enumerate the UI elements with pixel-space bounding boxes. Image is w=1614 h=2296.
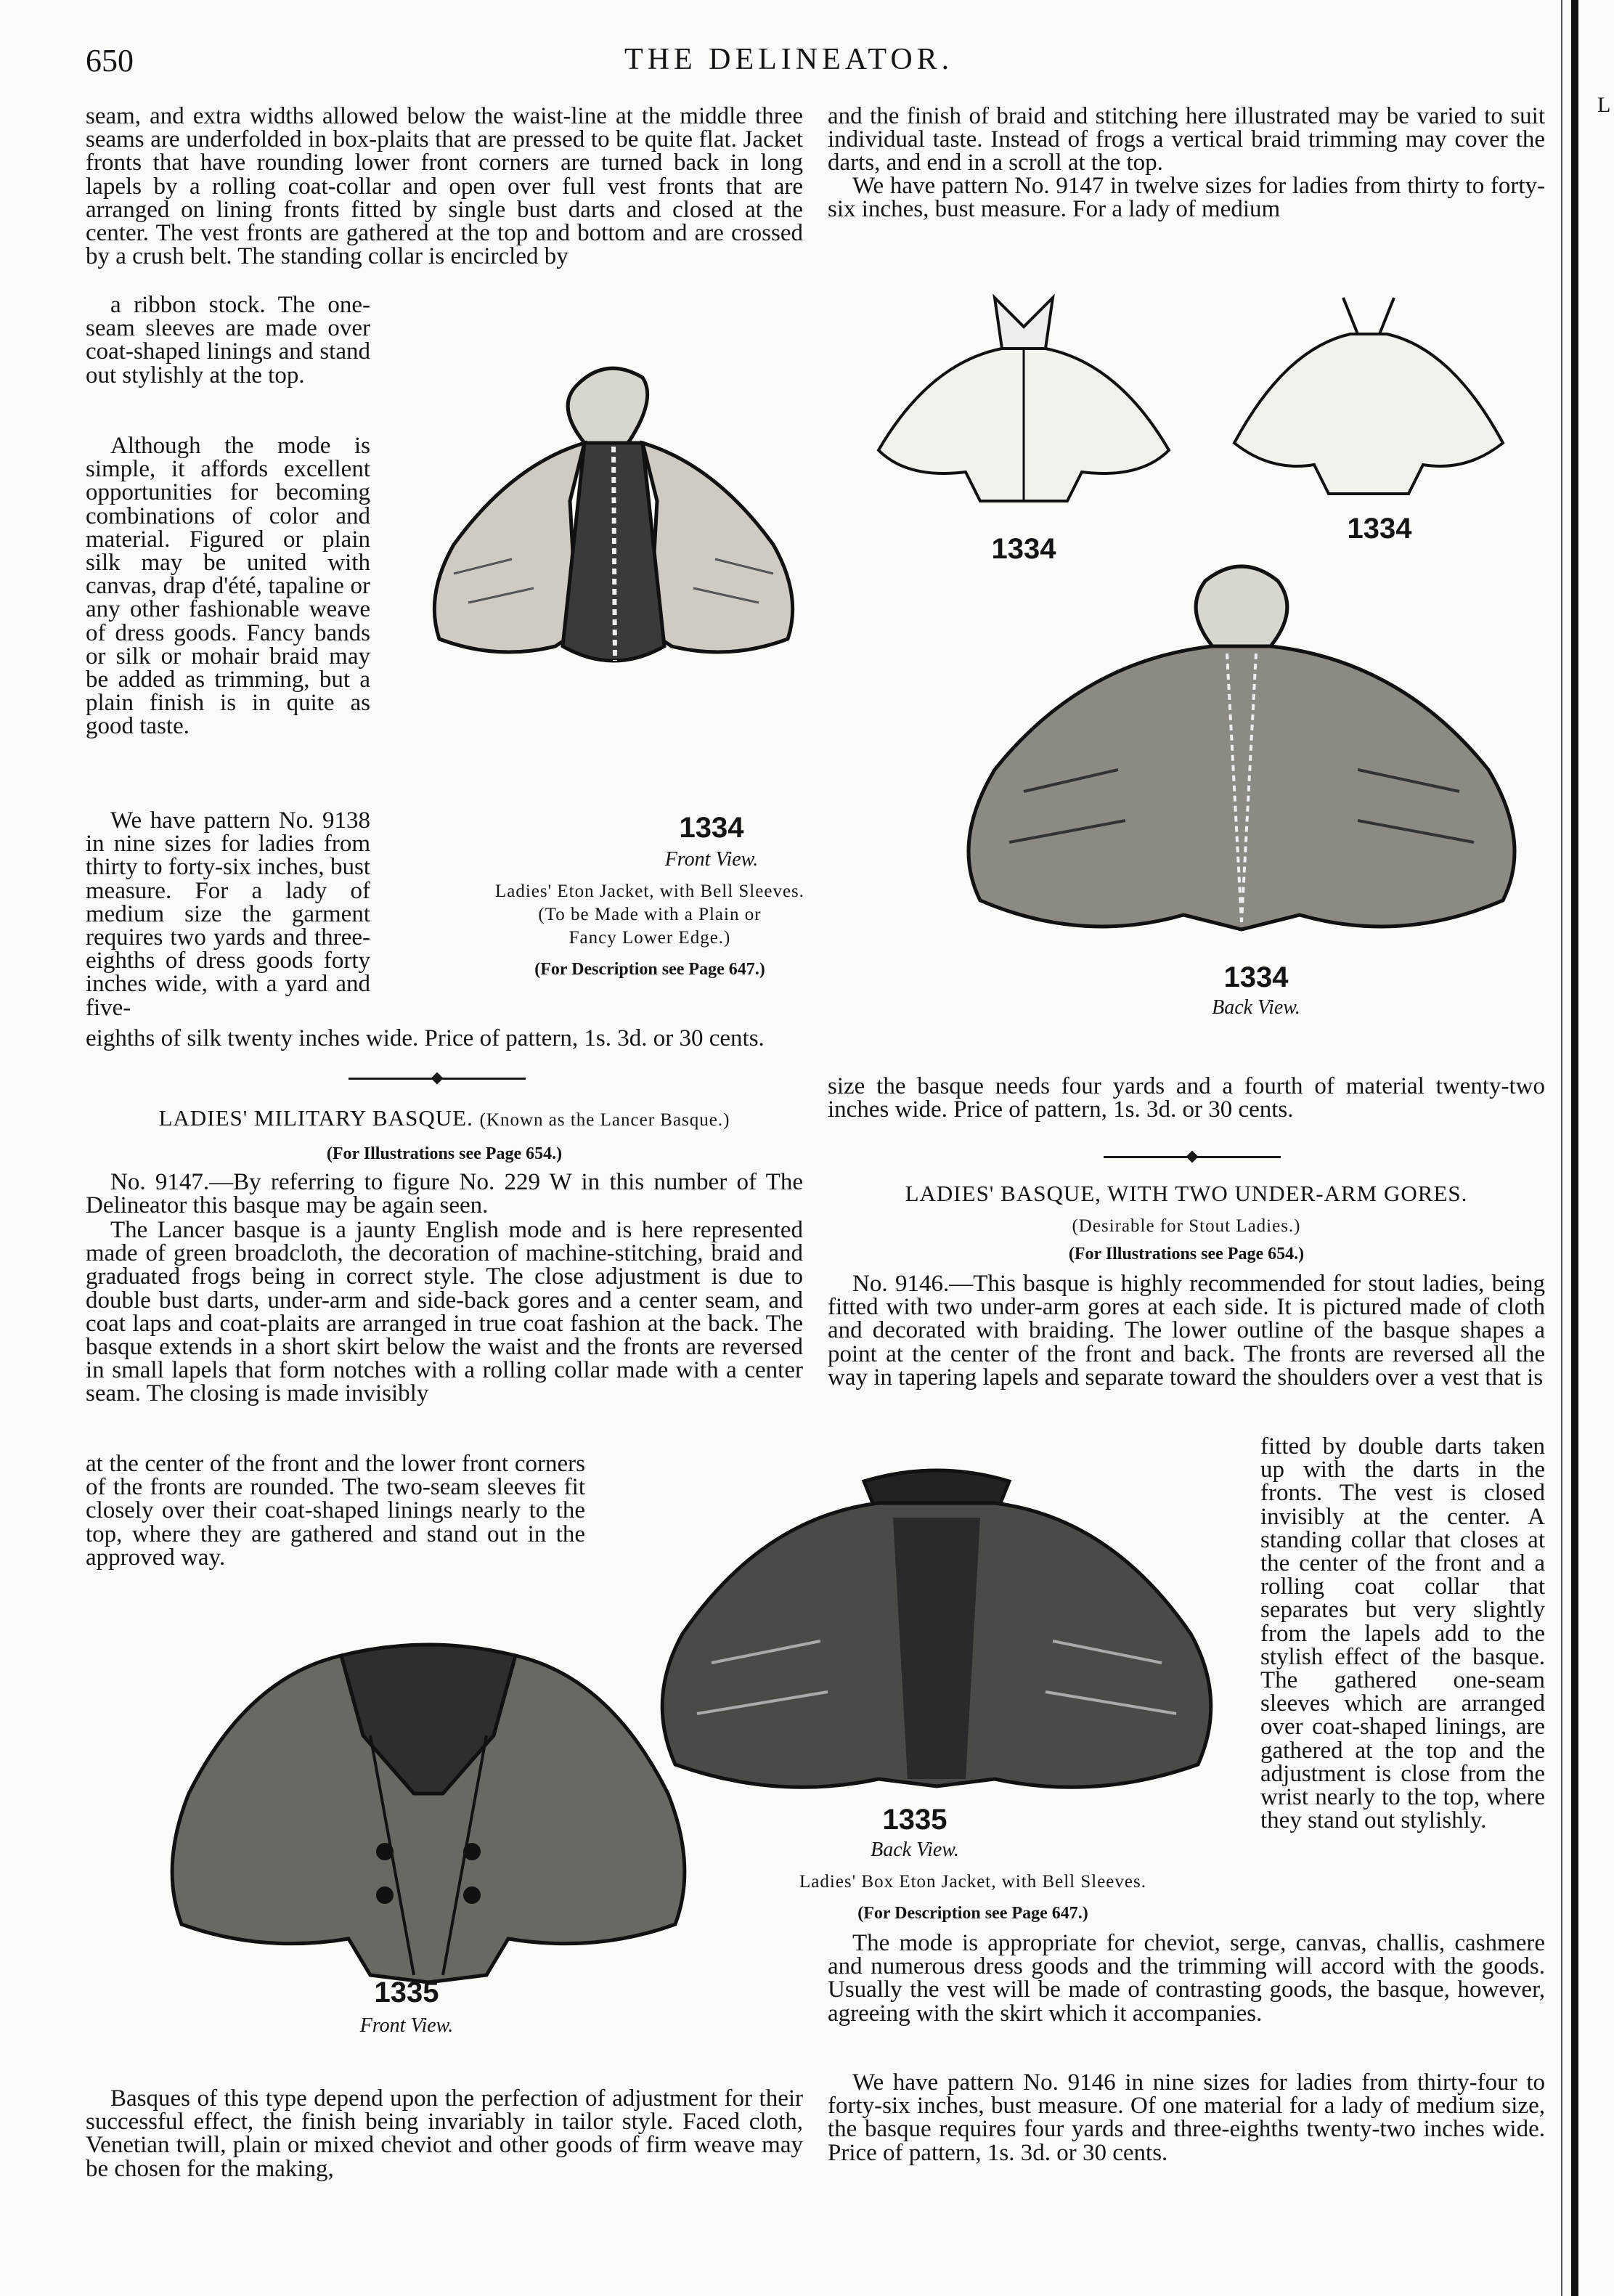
left-narrow-para-3: We have pattern No. 9138 in nine sizes for ladies from thirty to forty-six inches, bust measure. For a lady of medium size the garment requires two yards and three-eighths of dress goods forty inches wide, with a yard and five- bbox=[86, 807, 370, 1021]
figure-1334-reference: (For Description see Page 647.) bbox=[534, 960, 765, 979]
military-basque-heading bbox=[86, 1105, 803, 1131]
jacket-1335-back-illustration bbox=[632, 1460, 1242, 1823]
basque-under-arm-title: LADIES' BASQUE, WITH TWO UNDER-ARM GORES. bbox=[905, 1181, 1468, 1206]
figure-1335-front-view-label: Front View. bbox=[359, 2014, 454, 2037]
page-title: THE DELINEATOR. bbox=[624, 43, 954, 76]
figure-1335-caption: Ladies' Box Eton Jacket, with Bell Sleeves. bbox=[799, 1872, 1146, 1892]
military-basque-para-2-cont: at the center of the front and the lower front corners of the fronts are rounded. The two-seam sleeves fit closely over their coat-shaped linings nearly to the top, where they are gathered and stand out in the approved way. bbox=[86, 1451, 585, 1571]
figure-1334-caption-line-3: Fancy Lower Edge.) bbox=[568, 928, 731, 948]
page-number: 650 bbox=[86, 43, 134, 78]
figure-1334-front-number: 1334 bbox=[679, 812, 744, 844]
basque-under-arm-reference: (For Illustrations see Page 654.) bbox=[1068, 1245, 1305, 1263]
basque-under-arm-para-2: The mode is appropriate for cheviot, serge, canvas, challis, cashmere and numerous dress goods and the trimming will accord with the goods. Usually the vest will be made of contrasting goods, the basque, however, agreeing with the skirt which it accompanies. bbox=[828, 1930, 1545, 2027]
section-rule-right-ornament bbox=[1186, 1151, 1199, 1163]
military-basque-subtitle: (Known as the Lancer Basque.) bbox=[479, 1110, 730, 1130]
jacket-1335-front-illustration bbox=[152, 1634, 704, 1997]
military-basque-para-1: No. 9147.—By referring to figure No. 229 W in this number of The Delineator this basque may be again seen. bbox=[86, 1169, 803, 1219]
left-after-figure-para: eighths of silk twenty inches wide. Price of pattern, 1s. 3d. or 30 cents. bbox=[86, 1025, 765, 1051]
basque-under-arm-para-3: We have pattern No. 9146 in nine sizes for ladies from thirty-four to forty-six inches, bust measure. Of one material for a lady of medium size, the basque requires four yards and three-eighths twenty-two inches wide. Price of pattern, 1s. 3d. or 30 cents. bbox=[828, 2069, 1545, 2166]
basque-under-arm-subtitle-text: (Desirable for Stout Ladies.) bbox=[1072, 1216, 1301, 1236]
figure-1335-front-number: 1335 bbox=[374, 1977, 439, 2008]
figure-1334-back-view-label: Back View. bbox=[1212, 996, 1300, 1019]
figure-1335-back-view-label: Back View. bbox=[871, 1839, 959, 1861]
military-basque-para-2: The Lancer basque is a jaunty English mode and is here represented made of green broadcloth, the decoration of machine-stitching, braid and graduated frogs being in correct style. The close adjustment is due to double bust darts, under-arm and side-back gores and a center seam, and coat laps and coat-plaits are arranged in true coat fashion at the back. The basque extends in a short skirt below the waist and the fronts are reversed in small lapels that form notches with a rolling collar made with a center seam. The closing is made invisibly bbox=[86, 1217, 803, 1407]
figure-1334-front-view-label: Front View. bbox=[664, 848, 759, 871]
section-rule-left-ornament bbox=[431, 1072, 444, 1085]
figure-1334-caption-line-1: Ladies' Eton Jacket, with Bell Sleeves. bbox=[494, 882, 805, 901]
left-bottom-paragraph: Basques of this type depend upon the perfection of adjustment for their successful effect, the finish being invariably in tailor style. Faced cloth, Venetian twill, plain or mixed cheviot and other goods of firm weave may be chosen for the making, bbox=[86, 2085, 803, 2182]
figure-1335-back-number: 1335 bbox=[882, 1804, 947, 1836]
left-narrow-para-2: Although the mode is simple, it affords excellent opportunities for becoming combinations of color and material. Figured or plain silk may be united with canvas, drap d'été, tapaline or any other fashionable weave of dress goods. Fancy bands or silk or mohair braid may be added as trimming, but a plain finish is in quite as good taste. bbox=[86, 433, 370, 740]
basque-under-arm-narrow-para: fitted by double darts taken up with the darts in the fronts. The vest is closed invisibly at the center. A standing collar that closes at the center of the front and a rolling coat collar that separates but very slightly from the lapels add to the stylish effect of the basque. The gathered one-seam sleeves which are arranged over coat-shaped linings, are gathered at the top and the adjustment is close from the wrist nearly to the top, where they stand out stylishly. bbox=[1260, 1433, 1545, 1834]
right-after-figure-para: size the basque needs four yards and a fourth of material twenty-two inches wide. Price of pattern, 1s. 3d. or 30 cents. bbox=[828, 1073, 1545, 1123]
right-top-paragraph: and the finish of braid and stitching here illustrated may be varied to suit individual taste. Instead of frogs a vertical braid trimming may cover the darts, and end in a scroll at the top. bbox=[828, 103, 1545, 176]
figure-1334-back-number: 1334 bbox=[1223, 961, 1289, 993]
jacket-1334-small-back-illustration bbox=[1220, 283, 1510, 523]
figure-1334-small-a-number: 1334 bbox=[991, 533, 1056, 565]
right-top-paragraph-2: We have pattern No. 9147 in twelve sizes for ladies from thirty to forty-six inches, bust measure. For a lady of medium bbox=[828, 173, 1545, 223]
jacket-1334-front-illustration bbox=[410, 356, 817, 821]
basque-under-arm-subtitle bbox=[828, 1211, 1545, 1237]
margin-letter: L bbox=[1597, 93, 1611, 117]
jacket-1334-small-front-illustration bbox=[864, 283, 1183, 530]
jacket-1334-back-illustration bbox=[937, 552, 1546, 958]
military-basque-title: LADIES' MILITARY BASQUE. bbox=[158, 1105, 473, 1131]
page-edge-bar bbox=[1571, 0, 1578, 2296]
page-edge-line bbox=[1561, 0, 1562, 2296]
basque-under-arm-para-1: No. 9146.—This basque is highly recommended for stout ladies, being fitted with two under-arm gores at each side. It is pictured made of cloth and decorated with braiding. The lower outline of the basque shapes a point at the center of the front and back. The fronts are reversed all the way in tapering lapels and separate toward the shoulders over a vest that is bbox=[828, 1271, 1545, 1391]
military-basque-reference: (For Illustrations see Page 654.) bbox=[326, 1144, 563, 1163]
figure-1335-reference: (For Description see Page 647.) bbox=[857, 1904, 1088, 1923]
figure-1334-caption-line-2: (To be Made with a Plain or bbox=[538, 905, 762, 924]
left-narrow-para-1: a ribbon stock. The one-seam sleeves are made over coat-shaped linings and stand out stylishly at the top. bbox=[86, 292, 370, 388]
left-top-paragraph: seam, and extra widths allowed below the waist-line at the middle three seams are underfolded in box-plaits that are pressed to be quite flat. Jacket fronts that have rounding lower front corners are turned back in long lapels by a rolling coat-collar and open over full vest fronts that are arranged on lining fronts fitted by single bust darts and closed at the center. The vest fronts are gathered at the top and bottom and are crossed by a crush belt. The standing collar is encircled by bbox=[86, 103, 803, 270]
figure-1334-small-b-number: 1334 bbox=[1347, 513, 1412, 545]
